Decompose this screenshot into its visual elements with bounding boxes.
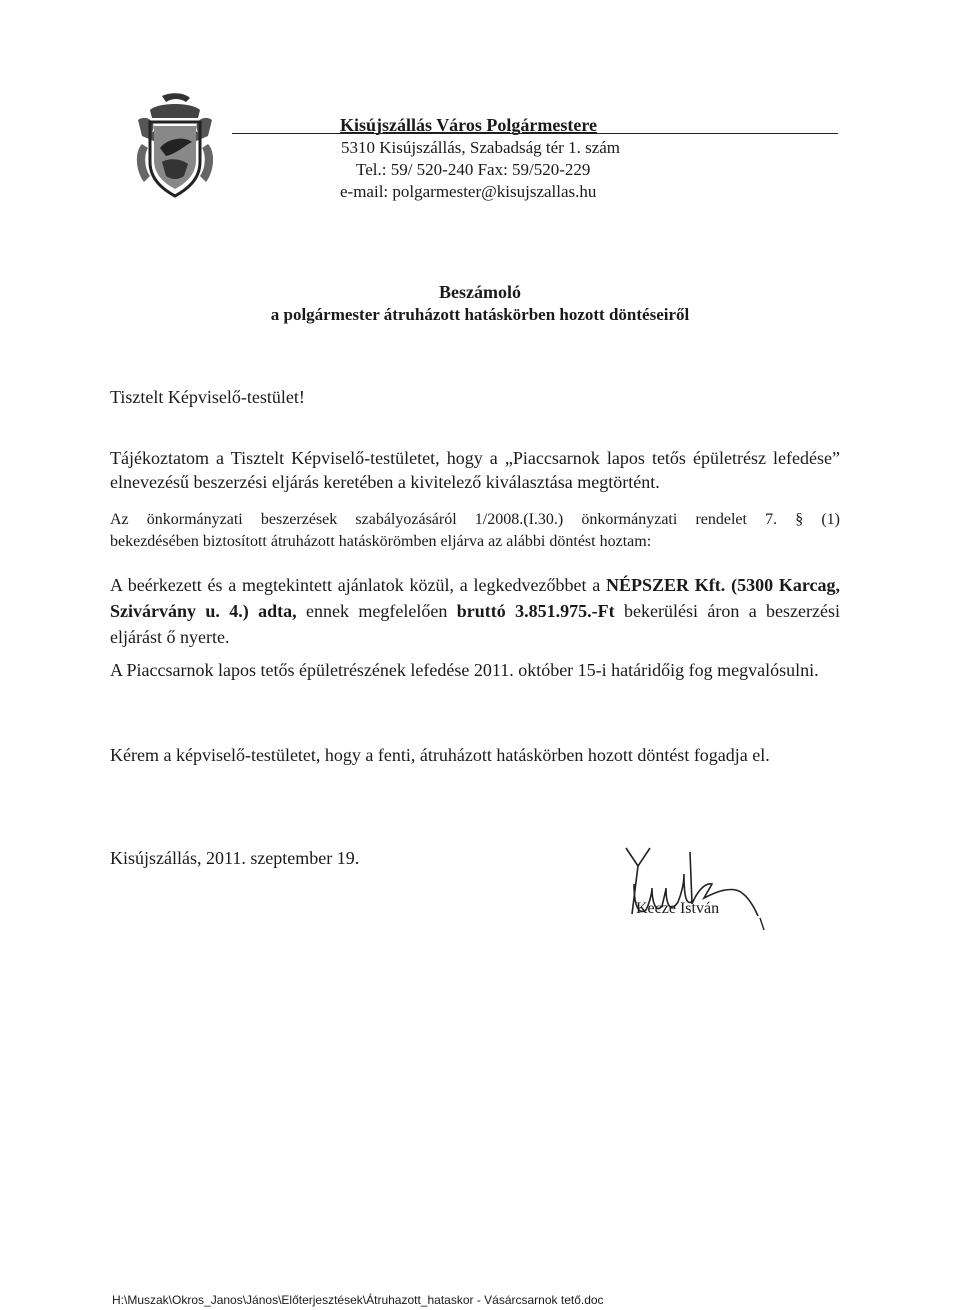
winning-company: NÉPSZER Kft. bbox=[606, 575, 726, 595]
paragraph-1-line-2: elnevezésű beszerzési eljárás keretében a kivitelező kiválasztása megtörtént. bbox=[110, 472, 660, 492]
company-address: (5300 Karcag, Szivárvány u. 4.) adta, bbox=[110, 575, 841, 621]
request-paragraph: Kérem a képviselő-testületet, hogy a fenti, átruházott hatáskörben hozott döntést fogadja el. bbox=[110, 745, 770, 765]
place-date: Kisújszállás, 2011. szeptember 19. bbox=[110, 848, 360, 868]
salutation: Tisztelt Képviselő-testület! bbox=[110, 387, 305, 407]
letterhead-address: 5310 Kisújszállás, Szabadság tér 1. szám bbox=[341, 138, 621, 157]
signatory-name: Kecze István bbox=[636, 900, 720, 917]
file-path-footer: H:\Muszak\Okros_Janos\János\Előterjesztések\Átruhazott_hataskor - Vásárcsarnok tető.doc bbox=[112, 1293, 604, 1307]
coat-of-arms-logo bbox=[132, 92, 218, 204]
decision-text-c: bekerülési áron a beszerzési eljárást ő nyerte. bbox=[110, 601, 841, 647]
report-subtitle: a polgármester átruházott hatáskörben hozott döntéseiről bbox=[270, 305, 690, 324]
letterhead-divider bbox=[232, 133, 838, 134]
decision-text-b: ennek megfelelően bbox=[296, 601, 457, 621]
report-title: Beszámoló bbox=[439, 282, 521, 302]
gross-price: bruttó 3.851.975.-Ft bbox=[456, 601, 615, 621]
paragraph-2-line-1: Az önkormányzati beszerzések szabályozásáról 1/2008.(I.30.) önkormányzati rendelet 7. § (1) bbox=[110, 511, 840, 528]
letterhead-title: Kisújszállás Város Polgármestere bbox=[340, 115, 597, 135]
paragraph-1-line-1: Tájékoztatom a Tisztelt Képviselő-testületet, hogy a „Piaccsarnok lapos tetős épületrész lefedése” bbox=[110, 448, 840, 468]
deadline-paragraph: A Piaccsarnok lapos tetős épületrészének lefedése 2011. október 15-i határidőig fog megvalósulni. bbox=[110, 660, 819, 680]
paragraph-2-line-2: bekezdésében biztosított átruházott hatáskörömben eljárva az alábbi döntést hoztam: bbox=[110, 533, 652, 550]
letterhead-phone-fax: Tel.: 59/ 520-240 Fax: 59/520-229 bbox=[356, 160, 591, 179]
letterhead-email: e-mail: polgarmester@kisujszallas.hu bbox=[340, 182, 597, 201]
handwritten-signature bbox=[612, 844, 772, 934]
decision-text-a: A beérkezett és a megtekintett ajánlatok közül, a legkedvezőbbet a bbox=[110, 575, 607, 595]
decision-paragraph bbox=[110, 572, 840, 650]
